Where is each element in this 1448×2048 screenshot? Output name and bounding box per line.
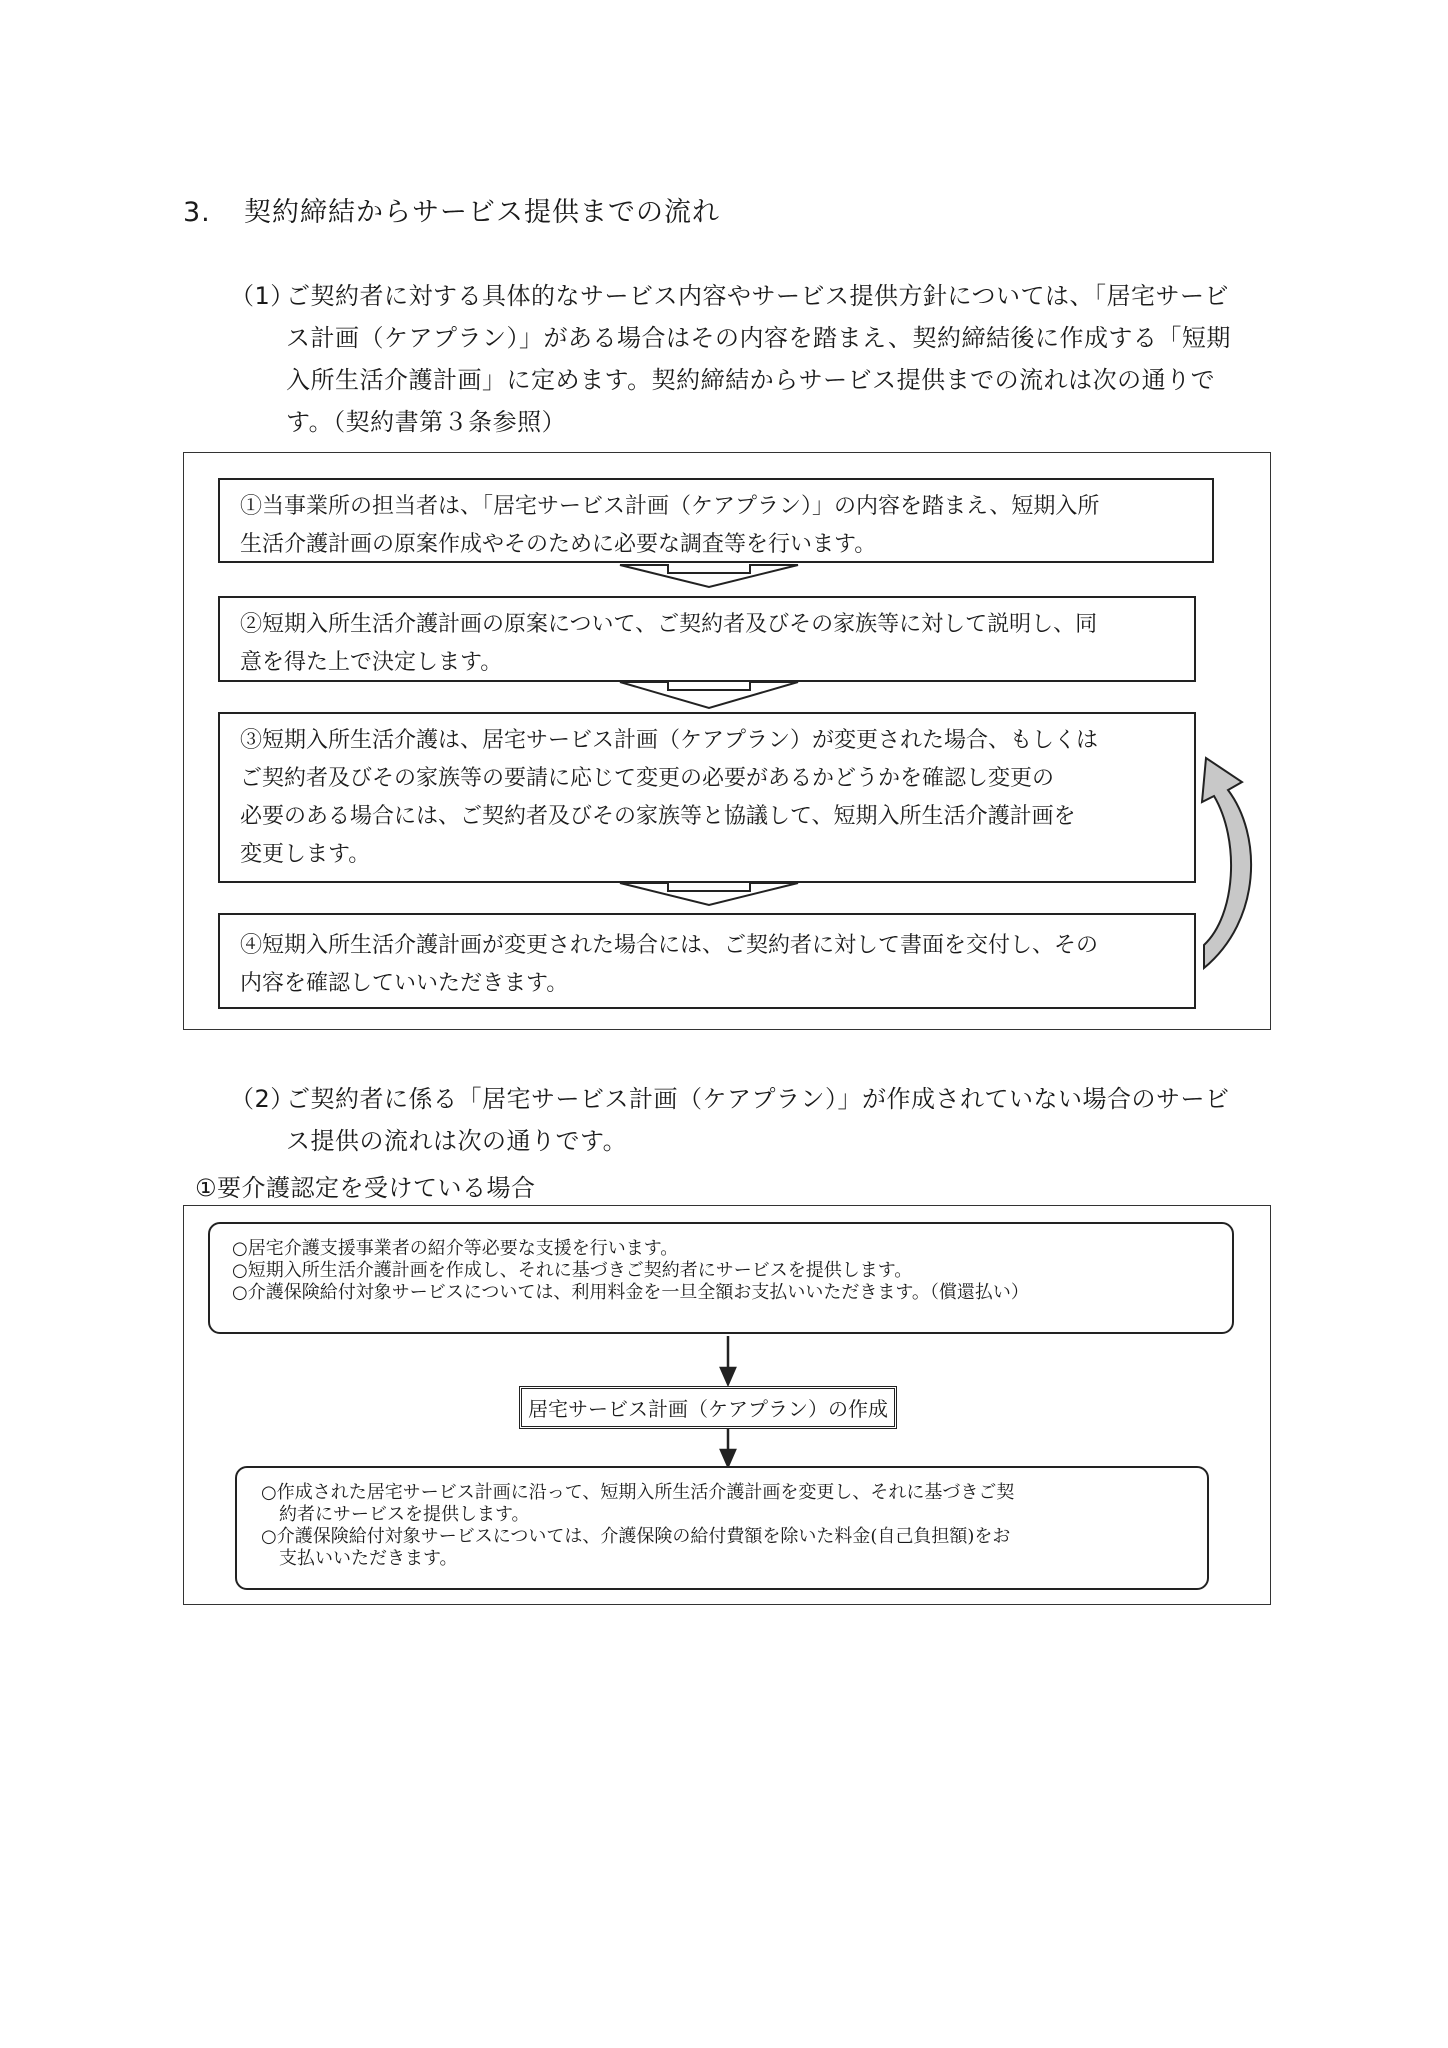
step-line: 意を得た上で決定します。 [240, 650, 503, 675]
flow-2-bottom-line: 約者にサービスを提供します。 [261, 1504, 530, 1525]
step-line: ③短期入所生活介護は、居宅サービス計画（ケアプラン）が変更された場合、もしくは [240, 728, 1099, 753]
section-number: 3. [183, 197, 211, 228]
flow-2-bottom-line: ○作成された居宅サービス計画に沿って、短期入所生活介護計画を変更し、それに基づきご契 [261, 1482, 1015, 1503]
paragraph-2-number: （2） [230, 1085, 295, 1113]
flow-2-bottom-line: ○介護保険給付対象サービスについては、介護保険の給付費額を除いた料金(自己負担額)をお [261, 1526, 1011, 1547]
flow-2-middle-label: 居宅サービス計画（ケアプラン）の作成 [519, 1386, 897, 1429]
flow-2-top-line: ○居宅介護支援事業者の紹介等必要な支援を行います。 [232, 1238, 679, 1259]
flow-2-top-line: ○短期入所生活介護計画を作成し、それに基づきご契約者にサービスを提供します。 [232, 1260, 913, 1281]
step-line: 内容を確認していいただきます。 [240, 971, 569, 996]
flow-2-bottom-line: 支払いいただきます。 [261, 1548, 458, 1569]
step-line: ご契約者及びその家族等の要請に応じて変更の必要があるかどうかを確認し変更の [240, 766, 1055, 791]
paragraph-1-line: ご契約者に対する具体的なサービス内容やサービス提供方針については、「居宅サービ [286, 282, 1230, 310]
step-line: 生活介護計画の原案作成やそのために必要な調査等を行います。 [240, 532, 877, 557]
step-line: 変更します。 [240, 842, 371, 867]
step-line: ①当事業所の担当者は、「居宅サービス計画（ケアプラン）」の内容を踏まえ、短期入所 [240, 494, 1100, 519]
down-arrow-icon [721, 1368, 735, 1384]
paragraph-1-line: ス計画（ケアプラン）」がある場合はその内容を踏まえ、契約締結後に作成する「短期 [286, 324, 1231, 352]
flow-2-top-line: ○介護保険給付対象サービスについては、利用料金を一旦全額お支払いいただきます。（償還払い） [232, 1282, 1029, 1303]
paragraph-1-number: （1） [230, 282, 295, 310]
flow-2-bottom-box [235, 1466, 1209, 1590]
step-line: ②短期入所生活介護計画の原案について、ご契約者及びその家族等に対して説明し、同 [240, 612, 1098, 637]
paragraph-2-line: ス提供の流れは次の通りです。 [286, 1127, 628, 1155]
step-line: ④短期入所生活介護計画が変更された場合には、ご契約者に対して書面を交付し、その [240, 933, 1099, 958]
step-line: 必要のある場合には、ご契約者及びその家族等と協議して、短期入所生活介護計画を [240, 804, 1076, 829]
paragraph-2-line: ご契約者に係る「居宅サービス計画（ケアプラン）」が作成されていない場合のサービ [286, 1085, 1230, 1113]
section-title: 契約締結からサービス提供までの流れ [243, 197, 720, 228]
subsection-title: ①要介護認定を受けている場合 [195, 1174, 536, 1202]
down-arrow-icon [721, 1450, 735, 1466]
paragraph-1-line: す。（契約書第３条参照） [286, 408, 567, 436]
paragraph-1-line: 入所生活介護計画」に定めます。契約締結からサービス提供までの流れは次の通りで [286, 366, 1216, 394]
